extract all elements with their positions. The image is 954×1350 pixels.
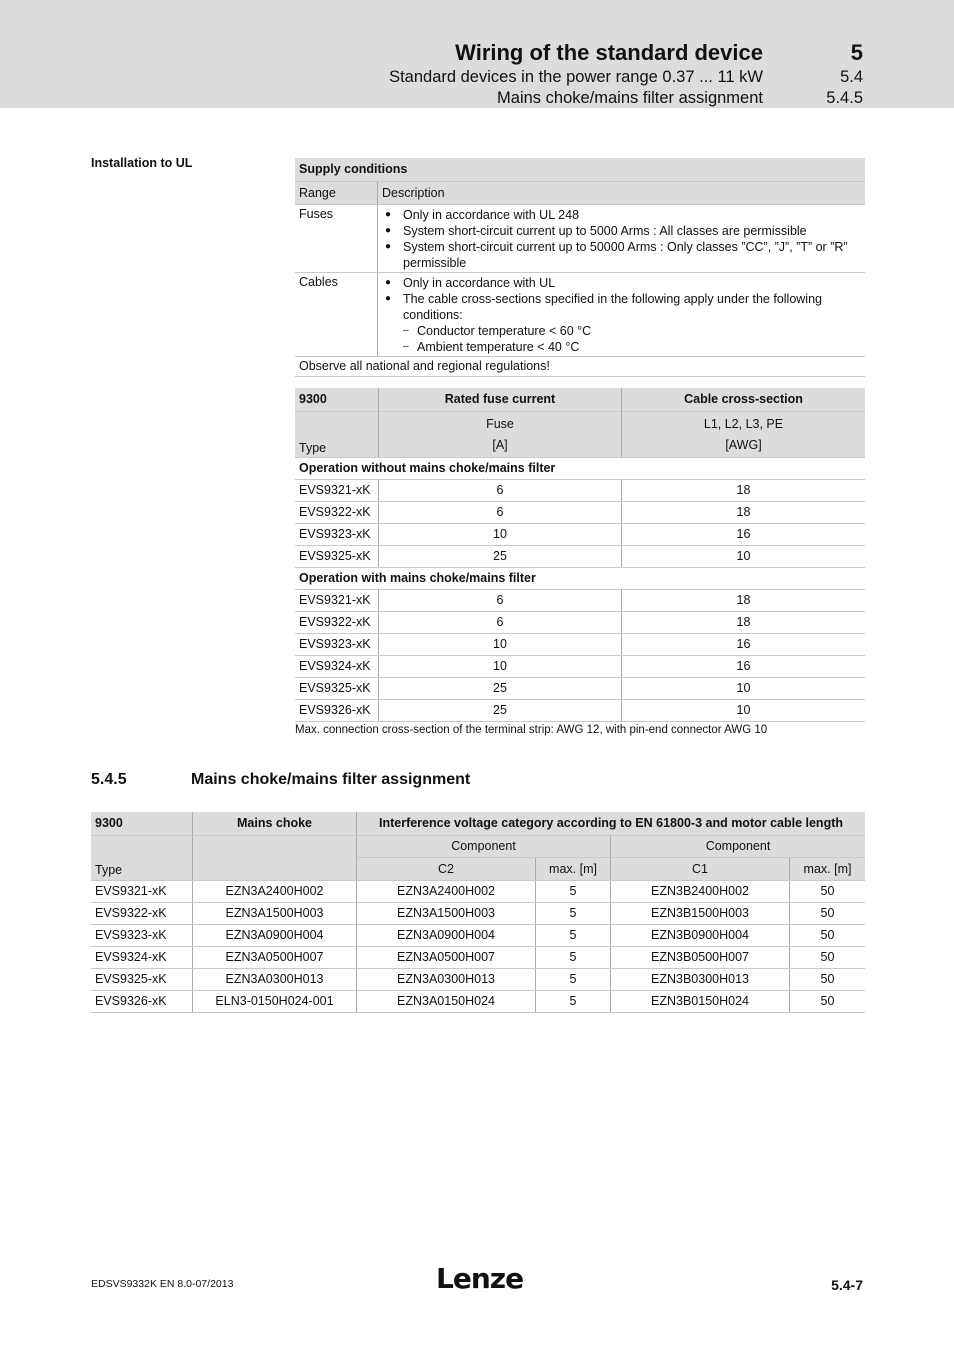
cell-c2-max: 5 bbox=[536, 902, 611, 924]
c1-label: C1 bbox=[611, 857, 790, 880]
col-range: Range bbox=[295, 181, 378, 204]
section-title: Standard devices in the power range 0.37 ... 11 kW bbox=[389, 68, 763, 86]
component-c2-header: Component bbox=[357, 835, 611, 857]
col-description: Description bbox=[378, 181, 866, 204]
document-id: EDSVS9332K EN 8.0-07/2013 bbox=[91, 1278, 234, 1290]
conditions-list bbox=[403, 323, 861, 356]
col-interference: Interference voltage category according to EN 61800-3 and motor cable length bbox=[357, 812, 866, 835]
cell-c2-max: 5 bbox=[536, 990, 611, 1012]
cell-c1: EZN3B1500H003 bbox=[611, 902, 790, 924]
table-row bbox=[91, 902, 865, 924]
fuses-list bbox=[382, 207, 861, 271]
table-row bbox=[295, 633, 865, 655]
col-mains-choke: Mains choke bbox=[193, 812, 357, 835]
supply-conditions-table bbox=[295, 158, 865, 377]
cell-cable: 16 bbox=[622, 655, 866, 677]
cell-c2: EZN3A0300H013 bbox=[357, 968, 536, 990]
cell-type: EVS9325-xK bbox=[295, 677, 379, 699]
cell-type: EVS9322-xK bbox=[295, 501, 379, 523]
cell-choke: EZN3A0900H004 bbox=[193, 924, 357, 946]
cell-c2-max: 5 bbox=[536, 880, 611, 902]
cell-cable: 18 bbox=[622, 501, 866, 523]
fuse-unit: [A] bbox=[492, 437, 508, 452]
cell-type: EVS9322-xK bbox=[91, 902, 193, 924]
cell-fuse: 10 bbox=[379, 655, 622, 677]
list-item bbox=[382, 291, 861, 356]
cell-choke: EZN3A2400H002 bbox=[193, 880, 357, 902]
cell-c1-max: 50 bbox=[790, 880, 866, 902]
table-row bbox=[295, 655, 865, 677]
cell-c1-max: 50 bbox=[790, 968, 866, 990]
fuse-table bbox=[295, 388, 865, 722]
cell-type: EVS9323-xK bbox=[91, 924, 193, 946]
cell-c2-max: 5 bbox=[536, 946, 611, 968]
table-row bbox=[295, 677, 865, 699]
table-row bbox=[295, 501, 865, 523]
fuses-label: Fuses bbox=[295, 204, 378, 272]
cell-type: EVS9326-xK bbox=[91, 990, 193, 1012]
section-heading: Mains choke/mains filter assignment bbox=[191, 771, 471, 788]
list-item: – Conductor temperature < 60 °C bbox=[403, 323, 861, 340]
terminal-note: Max. connection cross-section of the terminal strip: AWG 12, with pin-end connector AWG 10 bbox=[295, 724, 768, 736]
cell-type: EVS9325-xK bbox=[295, 545, 379, 567]
cell-c1: EZN3B0500H007 bbox=[611, 946, 790, 968]
cell-choke: EZN3A0500H007 bbox=[193, 946, 357, 968]
table-row bbox=[91, 990, 865, 1012]
cables-label: Cables bbox=[295, 272, 378, 356]
section-number: 5.4 bbox=[840, 68, 863, 86]
cell-fuse: 25 bbox=[379, 699, 622, 721]
list-item: – Ambient temperature < 40 °C bbox=[403, 339, 861, 356]
cell-type: EVS9321-xK bbox=[295, 589, 379, 611]
cell-c1-max: 50 bbox=[790, 946, 866, 968]
empty-header-cell bbox=[193, 835, 357, 880]
subsection-title: Mains choke/mains filter assignment bbox=[497, 89, 763, 107]
cable-label: L1, L2, L3, PE bbox=[703, 416, 784, 431]
cell-c1: EZN3B2400H002 bbox=[611, 880, 790, 902]
cell-c2: EZN3A0150H024 bbox=[357, 990, 536, 1012]
subsection-number: 5.4.5 bbox=[826, 89, 863, 107]
table-row bbox=[91, 880, 865, 902]
page-header bbox=[0, 0, 954, 108]
cell-type: EVS9324-xK bbox=[295, 655, 379, 677]
cell-cable: 10 bbox=[622, 699, 866, 721]
c2-label: C2 bbox=[357, 857, 536, 880]
cell-choke: EZN3A1500H003 bbox=[193, 902, 357, 924]
cell-c2: EZN3A1500H003 bbox=[357, 902, 536, 924]
choke-table bbox=[91, 812, 865, 1013]
supply-title: Supply conditions bbox=[295, 158, 865, 181]
cell-fuse: 6 bbox=[379, 589, 622, 611]
col-model: 9300 bbox=[91, 812, 193, 835]
cell-c1-max: 50 bbox=[790, 924, 866, 946]
cell-fuse: 6 bbox=[379, 479, 622, 501]
cable-subheader bbox=[622, 411, 866, 457]
cell-c2: EZN3A0900H004 bbox=[357, 924, 536, 946]
c2-max: max. [m] bbox=[536, 857, 611, 880]
cables-list bbox=[382, 275, 861, 356]
fuse-subheader bbox=[379, 411, 622, 457]
component-c1-header: Component bbox=[611, 835, 866, 857]
fuse-label: Fuse bbox=[486, 416, 514, 431]
cell-fuse: 25 bbox=[379, 545, 622, 567]
cell-fuse: 6 bbox=[379, 611, 622, 633]
side-label: Installation to UL bbox=[91, 156, 193, 170]
cell-fuse: 10 bbox=[379, 523, 622, 545]
cell-c2-max: 5 bbox=[536, 968, 611, 990]
cell-cable: 16 bbox=[622, 523, 866, 545]
cell-cable: 10 bbox=[622, 545, 866, 567]
type-label: Type bbox=[91, 835, 193, 880]
table-row bbox=[295, 479, 865, 501]
lenze-logo: Lenze bbox=[436, 1262, 524, 1295]
table-row bbox=[91, 968, 865, 990]
col-model: 9300 bbox=[295, 388, 379, 411]
cell-c1: EZN3B0150H024 bbox=[611, 990, 790, 1012]
table-row bbox=[295, 523, 865, 545]
type-label: Type bbox=[295, 411, 379, 457]
table-row bbox=[91, 924, 865, 946]
chapter-number: 5 bbox=[850, 40, 863, 65]
cell-choke: ELN3-0150H024-001 bbox=[193, 990, 357, 1012]
cell-type: EVS9324-xK bbox=[91, 946, 193, 968]
section-number: 5.4.5 bbox=[91, 771, 127, 788]
cell-type: EVS9326-xK bbox=[295, 699, 379, 721]
cell-type: EVS9323-xK bbox=[295, 523, 379, 545]
page-number: 5.4-7 bbox=[831, 1277, 863, 1293]
table-row bbox=[295, 611, 865, 633]
cell-c1: EZN3B0300H013 bbox=[611, 968, 790, 990]
list-item: ● Only in accordance with UL bbox=[382, 275, 861, 291]
table-row bbox=[295, 699, 865, 721]
cables-condition-text: The cable cross-sections specified in the following apply under the following conditions: bbox=[403, 291, 822, 322]
table-row bbox=[295, 589, 865, 611]
cell-type: EVS9323-xK bbox=[295, 633, 379, 655]
cell-c1-max: 50 bbox=[790, 990, 866, 1012]
c1-max: max. [m] bbox=[790, 857, 866, 880]
list-item: ● System short-circuit current up to 50000 Arms : Only classes ”CC”, ”J”, ”T” or ”R” permissible bbox=[382, 239, 861, 271]
cell-c2: EZN3A0500H007 bbox=[357, 946, 536, 968]
col-cable: Cable cross-section bbox=[622, 388, 866, 411]
cell-type: EVS9325-xK bbox=[91, 968, 193, 990]
chapter-title: Wiring of the standard device bbox=[455, 40, 763, 65]
cell-cable: 18 bbox=[622, 589, 866, 611]
cell-cable: 18 bbox=[622, 479, 866, 501]
cell-cable: 10 bbox=[622, 677, 866, 699]
section-with-choke: Operation with mains choke/mains filter bbox=[295, 567, 865, 589]
observe-note: Observe all national and regional regulations! bbox=[295, 356, 865, 376]
list-item: ● System short-circuit current up to 5000 Arms : All classes are permissible bbox=[382, 223, 861, 239]
section-without-choke: Operation without mains choke/mains filter bbox=[295, 457, 865, 479]
cell-fuse: 10 bbox=[379, 633, 622, 655]
cell-type: EVS9321-xK bbox=[295, 479, 379, 501]
cell-cable: 16 bbox=[622, 633, 866, 655]
cell-c2-max: 5 bbox=[536, 924, 611, 946]
cell-cable: 18 bbox=[622, 611, 866, 633]
col-fuse: Rated fuse current bbox=[379, 388, 622, 411]
cell-type: EVS9322-xK bbox=[295, 611, 379, 633]
table-row bbox=[91, 946, 865, 968]
cell-c2: EZN3A2400H002 bbox=[357, 880, 536, 902]
cell-fuse: 25 bbox=[379, 677, 622, 699]
cell-choke: EZN3A0300H013 bbox=[193, 968, 357, 990]
cell-c1-max: 50 bbox=[790, 902, 866, 924]
table-row bbox=[295, 545, 865, 567]
cell-fuse: 6 bbox=[379, 501, 622, 523]
cell-type: EVS9321-xK bbox=[91, 880, 193, 902]
list-item: ● Only in accordance with UL 248 bbox=[382, 207, 861, 223]
cell-c1: EZN3B0900H004 bbox=[611, 924, 790, 946]
cable-unit: [AWG] bbox=[725, 437, 762, 452]
